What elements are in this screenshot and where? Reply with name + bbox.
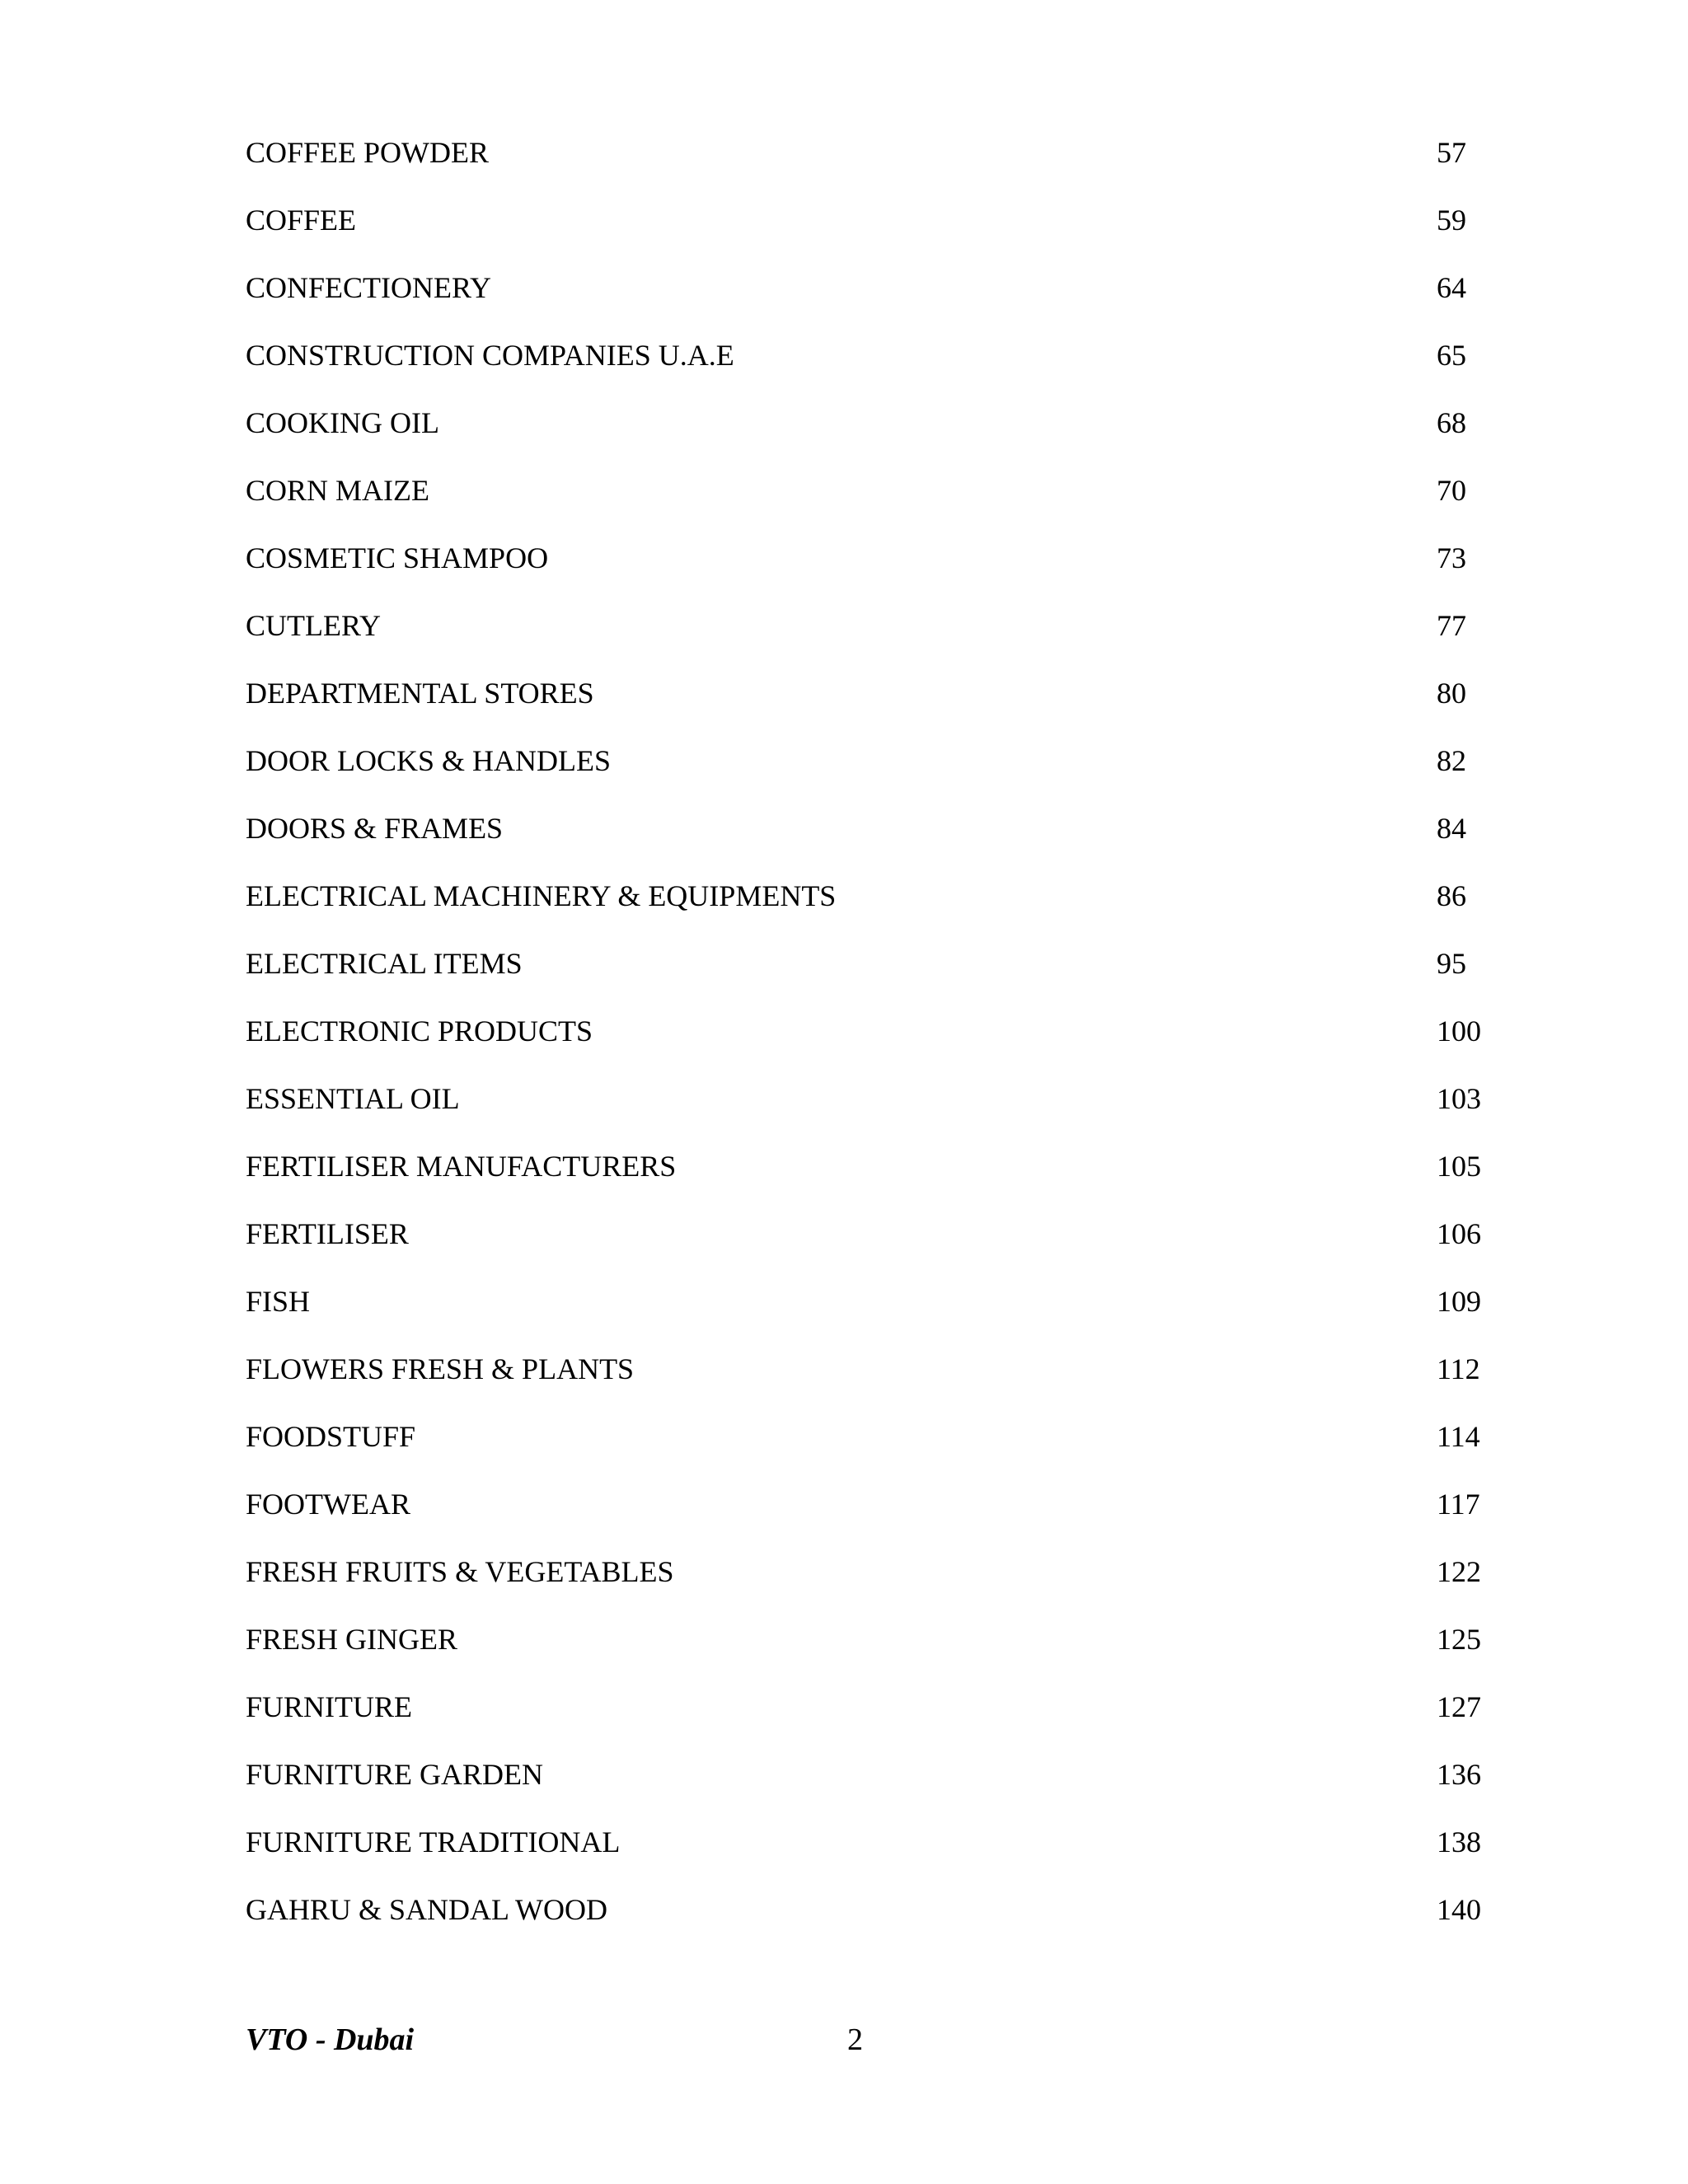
- toc-entry: [246, 605, 1482, 673]
- toc-entry-page: 109: [1437, 1285, 1481, 1318]
- toc-entry: [246, 1619, 1482, 1686]
- toc-entry-title: COOKING OIL: [246, 406, 439, 439]
- footer-page-number: 2: [847, 2022, 863, 2057]
- toc-entry-page: 86: [1437, 879, 1466, 912]
- toc-entry-page: 125: [1437, 1623, 1481, 1656]
- toc-entry: [246, 740, 1482, 808]
- toc-entry-page: 73: [1437, 541, 1466, 574]
- toc-entry-page: 59: [1437, 204, 1466, 237]
- toc-entry: [246, 1078, 1482, 1146]
- toc-entry: [246, 1551, 1482, 1619]
- toc-entry-page: 77: [1437, 609, 1466, 642]
- toc-entry-title: ELECTRICAL ITEMS: [246, 947, 523, 980]
- toc-entry-page: 65: [1437, 339, 1466, 372]
- toc-entry-page: 103: [1437, 1082, 1481, 1115]
- toc-entry: [246, 402, 1482, 470]
- toc-entry-title: FURNITURE: [246, 1690, 413, 1723]
- toc-entry: [246, 267, 1482, 335]
- toc-entry-title: FOODSTUFF: [246, 1420, 416, 1453]
- toc-entry-title: ELECTRONIC PRODUCTS: [246, 1015, 593, 1047]
- toc-entry-title: CONFECTIONERY: [246, 271, 492, 304]
- toc-entry-page: 95: [1437, 947, 1466, 980]
- toc-entry-title: FISH: [246, 1285, 311, 1318]
- toc-entry: [246, 673, 1482, 740]
- toc-entry: [246, 808, 1482, 875]
- toc-entry: [246, 1146, 1482, 1213]
- toc-entry: [246, 1686, 1482, 1754]
- toc-entry-title: FRESH GINGER: [246, 1623, 458, 1656]
- toc-entry: [246, 1010, 1482, 1078]
- toc-entry-page: 140: [1437, 1893, 1481, 1926]
- toc-entry: [246, 335, 1482, 402]
- toc-entry: [246, 199, 1482, 267]
- toc-entry-page: 138: [1437, 1825, 1481, 1858]
- toc-entry-page: 106: [1437, 1217, 1481, 1250]
- toc-entry-page: 117: [1437, 1488, 1480, 1521]
- toc-entry-page: 82: [1437, 744, 1466, 777]
- toc-entry-page: 136: [1437, 1758, 1481, 1791]
- toc-entry-title: COSMETIC SHAMPOO: [246, 541, 549, 574]
- toc-entry-title: DOOR LOCKS & HANDLES: [246, 744, 612, 777]
- toc-entry-title: FOOTWEAR: [246, 1488, 410, 1521]
- toc-entry: [246, 1889, 1482, 1957]
- toc-entry-title: CORN MAIZE: [246, 474, 429, 507]
- toc-entry-page: 127: [1437, 1690, 1481, 1723]
- toc-entry-title: DOORS & FRAMES: [246, 812, 504, 845]
- toc-entry-page: 100: [1437, 1015, 1481, 1047]
- toc-entry: [246, 1281, 1482, 1348]
- toc-entry: [246, 1416, 1482, 1483]
- toc-entry-title: FERTILISER MANUFACTURERS: [246, 1150, 677, 1183]
- toc-entry-title: FURNITURE TRADITIONAL: [246, 1825, 621, 1858]
- toc-entry-title: GAHRU & SANDAL WOOD: [246, 1893, 607, 1926]
- toc-entry-page: 68: [1437, 406, 1466, 439]
- toc-entry-page: 84: [1437, 812, 1466, 845]
- toc-entry-title: COFFEE: [246, 204, 357, 237]
- toc-entry-title: CUTLERY: [246, 609, 382, 642]
- toc-entry-page: 114: [1437, 1420, 1480, 1453]
- toc-entry: [246, 1348, 1482, 1416]
- toc-entry-page: 112: [1437, 1352, 1480, 1385]
- toc-entry-page: 64: [1437, 271, 1466, 304]
- toc-entry-title: COFFEE POWDER: [246, 136, 490, 169]
- toc-entry: [246, 1754, 1482, 1821]
- toc-entry-title: CONSTRUCTION COMPANIES U.A.E: [246, 339, 734, 372]
- toc-entry-page: 57: [1437, 136, 1466, 169]
- toc-entry-page: 122: [1437, 1555, 1481, 1588]
- toc-entry: [246, 875, 1482, 943]
- toc-entry: [246, 1821, 1482, 1889]
- footer-label: VTO - Dubai: [246, 2022, 415, 2057]
- toc-entry-title: FLOWERS FRESH & PLANTS: [246, 1352, 635, 1385]
- toc-entry-title: DEPARTMENTAL STORES: [246, 677, 594, 710]
- toc-entry: [246, 470, 1482, 537]
- toc-entry-page: 80: [1437, 677, 1466, 710]
- toc-entry-page: 70: [1437, 474, 1466, 507]
- toc-entry-page: 105: [1437, 1150, 1481, 1183]
- toc-entry: [246, 1483, 1482, 1551]
- toc-entry-title: FERTILISER: [246, 1217, 409, 1250]
- toc-entry: [246, 1213, 1482, 1281]
- toc-entry-title: FRESH FRUITS & VEGETABLES: [246, 1555, 674, 1588]
- toc-entry: [246, 943, 1482, 1010]
- toc-entry: [246, 537, 1482, 605]
- table-of-contents: [246, 132, 1482, 1957]
- toc-entry: [246, 132, 1482, 199]
- toc-entry-title: ELECTRICAL MACHINERY & EQUIPMENTS: [246, 879, 837, 912]
- toc-entry-title: ESSENTIAL OIL: [246, 1082, 460, 1115]
- toc-entry-title: FURNITURE GARDEN: [246, 1758, 544, 1791]
